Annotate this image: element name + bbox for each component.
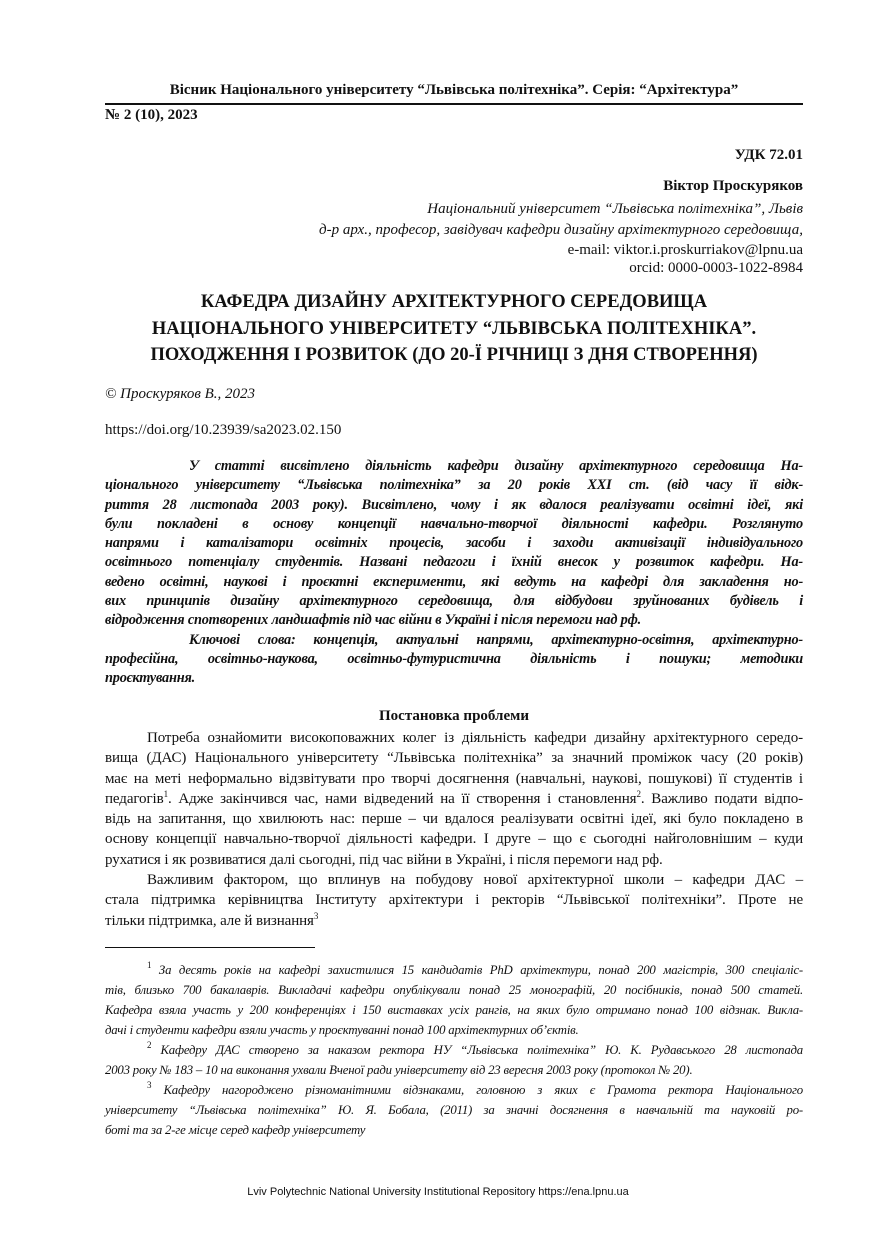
footnote-rule xyxy=(105,947,315,948)
title-line: ПОХОДЖЕННЯ І РОЗВИТОК (ДО 20-Ї РІЧНИЦІ З ДНЯ СТВОРЕННЯ) xyxy=(150,345,758,365)
text-segment: тільки підтримка, але й визнання xyxy=(105,912,314,929)
paragraph xyxy=(105,728,803,870)
text-line: проєктування. xyxy=(105,670,196,687)
author-affiliation: Національний університет “Львівська політехніка”, Львів xyxy=(427,201,803,217)
paragraph xyxy=(105,457,803,631)
text-line: рухатися і як розвиватися далі сьогодні, під час війни в Україні, і після перемоги над рф. xyxy=(105,851,663,868)
text-segment: За десять років на кафедрі захистилися 15 кандидатів PhD архітектури, понад 200 магістрів, 300 спеціаліс- xyxy=(151,963,803,977)
text-line: має на меті неформально відзвітувати про творчі досягнення (навчальні, наукові, пошукові) її студентів і xyxy=(105,770,803,787)
issue-number: № 2 (10), 2023 xyxy=(105,107,198,123)
text-segment: педагогів xyxy=(105,790,164,807)
paragraph xyxy=(105,870,803,931)
text-line xyxy=(105,1040,803,1060)
footnote-marker[interactable]: 3 xyxy=(147,1080,152,1090)
text-line xyxy=(105,960,803,980)
udk-code: УДК 72.01 xyxy=(734,147,803,163)
paragraph xyxy=(105,1040,803,1080)
text-line: Ключові слова: концепція, актуальні напрями, архітектурно-освітня, архітектурно- xyxy=(189,631,803,648)
footnote-marker[interactable]: 2 xyxy=(636,788,641,799)
article-title xyxy=(105,289,803,369)
text-segment: . Адже закінчився час, нами відведений на її створення і становлення xyxy=(167,790,637,807)
text-line: вих принципів дизайну архітектурного середовища, для відбудови зруйнованих будівель і xyxy=(105,593,803,610)
text-line: У статті висвітлено діяльність кафедри дизайну архітектурного середовища На- xyxy=(189,458,803,474)
body-text xyxy=(105,728,803,931)
text-line: університету “Львівська політехніка” Ю. Я. Бобала, (2011) за значні досягнення в навчальній та науковій ро- xyxy=(105,1103,803,1117)
journal-title: Вісник Національного університету “Львівська політехніка”. Серія: “Архітектура” xyxy=(169,82,739,98)
text-line: тів, близько 700 бакалаврів. Викладачі кафедри опублікували понад 25 монографій, 20 посібників, понад 500 статей. xyxy=(105,983,803,997)
text-line: професійна, освітньо-наукова, освітньо-футуристична діяльність і пошуки; методики xyxy=(105,650,803,667)
footnote-marker[interactable]: 1 xyxy=(163,788,168,799)
text-line: Потреба ознайомити високоповажних колег із діяльність кафедри дизайну архітектурного середо- xyxy=(147,730,803,746)
text-line: стала підтримка керівництва Інституту архітектури і ректорів “Львівської політехніки”. Проте не xyxy=(105,892,803,909)
text-line: основу концепції навчально-творчої діяльності кафедри. І друге – що є сьогодні найголовнішим – куди xyxy=(105,831,803,848)
title-line: НАЦІОНАЛЬНОГО УНІВЕРСИТЕТУ “ЛЬВІВСЬКА ПОЛІТЕХНІКА”. xyxy=(151,318,757,339)
copyright: © Проскуряков В., 2023 xyxy=(105,386,256,402)
footnote-marker[interactable]: 2 xyxy=(147,1040,152,1050)
section-heading: Постановка проблеми xyxy=(379,708,529,724)
text-line: ведено освітні, наукові і проєктні експерименти, які ведуть на кафедрі для закладення но- xyxy=(105,573,803,590)
text-line: 2003 року № 183 – 10 на виконання ухвали Вченої ради університету від 23 вересня 2003 року (протокол № 20). xyxy=(105,1063,693,1077)
text-line xyxy=(105,789,803,809)
text-line: були покладені в основу концепції навчально-творчої діяльності кафедри. Розглянуто xyxy=(105,515,803,532)
text-line: відь на запитання, що хвилюють нас: перше – чи вдалося реалізувати освітні ідеї, які було покладено в xyxy=(105,811,803,828)
text-line: боті та за 2-ге місце серед кафедр університету xyxy=(105,1123,366,1137)
text-line: освітнього потенціалу студентів. Названі педагоги і їхній внесок у розвиток кафедри. На- xyxy=(105,554,803,571)
text-segment: Кафедру ДАС створено за наказом ректора НУ “Львівська політехніка” Ю. К. Рудавського 28 листопада xyxy=(151,1043,803,1057)
text-line xyxy=(105,911,803,931)
text-line xyxy=(105,1080,803,1100)
text-segment: . Важливо подати відпо- xyxy=(640,790,804,807)
text-line: дачі і студенти кафедри взяли участь у проєктуванні понад 100 архітектурних об’єктів. xyxy=(105,1023,579,1037)
footnote-marker[interactable]: 3 xyxy=(313,910,319,921)
paragraph xyxy=(105,960,803,1040)
repository-footer: Lviv Polytechnic National University Institutional Repository https://ena.lpnu.ua xyxy=(247,1186,629,1198)
author-position: д-р арх., професор, завідувач кафедри дизайну архітектурного середовища, xyxy=(319,222,803,238)
text-line: Кафедра взяла участь у 200 конференціях і 150 виставках усіх рангів, на яких було отримано понад 100 відзнак. Викла- xyxy=(105,1003,803,1017)
text-line: Важливим фактором, що вплинув на побудову нової архітектурної школи – кафедри ДАС – xyxy=(147,872,803,889)
footnote-marker[interactable]: 1 xyxy=(147,960,152,970)
text-line: ціонального університету “Львівська політехніка” за 20 років XXI ст. (від часу її відк- xyxy=(105,477,803,494)
text-line: відродження спотворених ландшафтів під час війни в Україні і після перемоги над рф. xyxy=(105,612,641,629)
header-rule xyxy=(105,103,803,105)
text-line: напрями і каталізатори освітніх процесів, засоби і заходи активізації індивідуального xyxy=(105,535,803,552)
text-line: риття 28 листопада 2003 року). Висвітлено, чому і як вдалося реалізувати освітні ідеї, які xyxy=(105,496,803,513)
text-segment: Кафедру нагороджено різноманітними відзнаками, головною з яких є Грамота ректора Національного xyxy=(151,1083,803,1097)
author-name: Віктор Проскуряков xyxy=(663,178,803,194)
text-line: вища (ДАС) Національного університету “Львівська політехніка” за значний проміжок часу (20 років) xyxy=(105,750,803,767)
paragraph xyxy=(105,631,803,689)
doi-link[interactable]: https://doi.org/10.23939/sa2023.02.150 xyxy=(105,422,342,438)
author-orcid: orcid: 0000-0003-1022-8984 xyxy=(629,260,803,276)
paragraph xyxy=(105,1080,803,1140)
abstract xyxy=(105,457,803,689)
footnotes xyxy=(105,960,803,1140)
title-line: КАФЕДРА ДИЗАЙНУ АРХІТЕКТУРНОГО СЕРЕДОВИЩА xyxy=(200,292,708,312)
author-email: e-mail: viktor.i.proskurriakov@lpnu.ua xyxy=(567,242,803,258)
